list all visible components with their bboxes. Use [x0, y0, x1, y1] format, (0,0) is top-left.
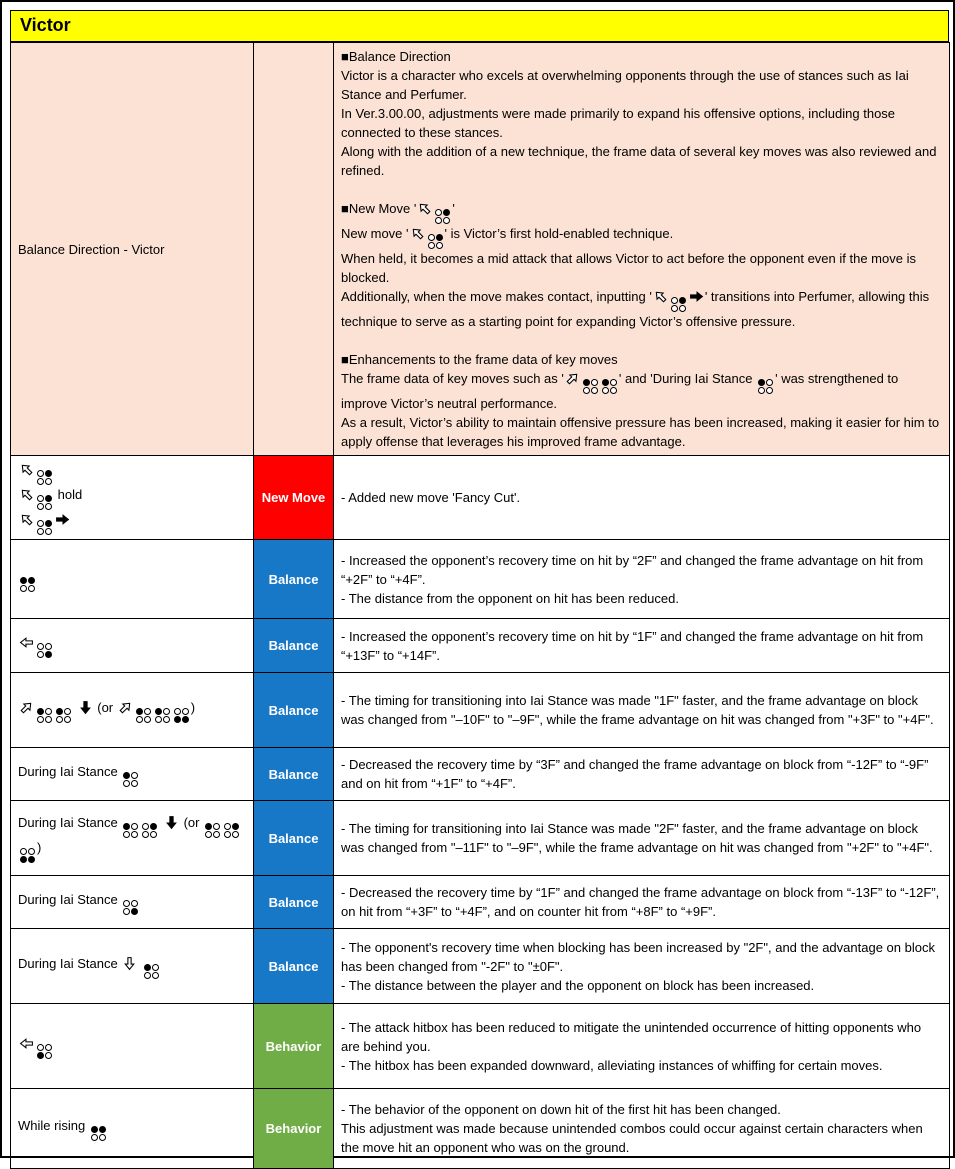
button-cluster-icon: [155, 708, 170, 723]
button-cluster-icon: [37, 495, 52, 510]
button-cluster-icon: [583, 379, 598, 394]
button-cluster-icon: [123, 772, 138, 787]
balance-direction-text-cell: ■Balance Direction Victor is a character who excels at overwhelming opponents through the use of stances such as Iai Stance and Perfumer. In Ver.3.00.00, adjustments were made primarily to expand his offensive options, including those connected to these stances. Along with the addition of a new technique, the frame data of several key moves was also reviewed and refined. ■New Move ' ' New move ' ' is Victor’s first hold-enabled technique. When held, it becomes a mid attack that allows Victor to act before the opponent even if the move is blocked. Additionally, when the move makes contact, inputting ' ' transitions into Perfumer, allowing this technique to serve as a starting point for expanding Victor’s offensive pressure. ■Enhancements to the frame data of key moves The frame data of key moves such as ' ' and 'During Iai Stance ' was strengthened to improve Victor’s neutral performance. As a result, Victor’s ability to maintain offensive pressure has been increased, making it easier for him to apply offense that leverages his improved frame advantage.: [334, 43, 950, 456]
change-description-cell: - The attack hitbox has been reduced to mitigate the unintended occurrence of hitting opponents who are behind you. - The hitbox has been expanded downward, alleviating instances of whiffing for certain moves.: [334, 1004, 950, 1089]
table-row: [11, 929, 950, 1004]
arrow-down-icon: [122, 956, 137, 971]
button-cluster-icon: [123, 823, 138, 838]
move-input-cell: hold: [11, 456, 254, 540]
table-row: [11, 619, 950, 673]
button-cluster-icon: [20, 577, 35, 592]
arrow-right-filled-icon: [55, 512, 70, 527]
table-row: [11, 43, 950, 456]
button-cluster-icon: [144, 964, 159, 979]
button-cluster-icon: [56, 708, 71, 723]
move-input-cell: [11, 619, 254, 673]
category-badge: Balance: [254, 801, 334, 876]
button-cluster-icon: [174, 708, 189, 723]
button-cluster-icon: [37, 643, 52, 658]
table-row: [11, 801, 950, 876]
button-cluster-icon: [671, 297, 686, 312]
button-cluster-icon: [91, 1126, 106, 1141]
change-description-cell: - Increased the opponent’s recovery time on hit by “2F” and changed the frame advantage on hit from “+2F” to “+4F”. - The distance from the opponent on hit has been reduced.: [334, 540, 950, 619]
change-description-cell: - Decreased the recovery time by “1F” and changed the frame advantage on block from “-13F” to “-12F”, on hit from “+3F” to “+4F”, and on counter hit from “+8F” to “+9F”.: [334, 876, 950, 929]
patch-notes-table: [10, 42, 950, 1169]
button-cluster-icon: [20, 848, 35, 863]
change-description-cell: - The opponent's recovery time when blocking has been increased by "2F", and the advantage on block has been changed from "-2F" to "±0F". - The distance between the player and the opponent on block has been increased.: [334, 929, 950, 1004]
button-cluster-icon: [224, 823, 239, 838]
change-description-cell: - Decreased the recovery time by “3F” and changed the frame advantage on block from “-12F” to “-9F” and on hit from “+1F” to “+4F”.: [334, 748, 950, 801]
table-row: [11, 1089, 950, 1169]
arrow-up-left-icon: [417, 201, 432, 216]
arrow-up-left-icon: [19, 512, 34, 527]
move-input-cell: (or ): [11, 673, 254, 748]
arrow-right-filled-icon: [689, 289, 704, 304]
button-cluster-icon: [37, 520, 52, 535]
button-cluster-icon: [602, 379, 617, 394]
button-cluster-icon: [123, 900, 138, 915]
table-row: [11, 876, 950, 929]
button-cluster-icon: [37, 708, 52, 723]
button-cluster-icon: [136, 708, 151, 723]
table-row: [11, 673, 950, 748]
button-cluster-icon: [428, 234, 443, 249]
category-badge: Behavior: [254, 1089, 334, 1169]
category-badge: Balance: [254, 748, 334, 801]
change-description-cell: - The timing for transitioning into Iai Stance was made "1F" faster, and the frame advantage on block was changed from "–10F" to "–9F", while the frame advantage on hit was changed from "+3F" to "+4F".: [334, 673, 950, 748]
change-description-cell: - Increased the opponent’s recovery time on hit by “1F” and changed the frame advantage on hit from “+13F” to “+14F”.: [334, 619, 950, 673]
category-badge: [254, 43, 334, 456]
arrow-up-left-icon: [19, 462, 34, 477]
button-cluster-icon: [758, 379, 773, 394]
move-input-cell: [11, 540, 254, 619]
change-description-cell: - The behavior of the opponent on down hit of the first hit has been changed. This adjustment was made because unintended combos could occur against certain characters when the move hit an opponent who was on the ground.: [334, 1089, 950, 1169]
category-badge: Behavior: [254, 1004, 334, 1089]
category-badge: Balance: [254, 673, 334, 748]
change-description-cell: - Added new move 'Fancy Cut'.: [334, 456, 950, 540]
arrow-up-left-icon: [653, 289, 668, 304]
button-cluster-icon: [37, 470, 52, 485]
move-input-cell: During Iai Stance: [11, 929, 254, 1004]
move-input-cell: During Iai Stance: [11, 876, 254, 929]
arrow-left-icon: [19, 635, 34, 650]
move-input-cell: During Iai Stance (or ): [11, 801, 254, 876]
button-cluster-icon: [142, 823, 157, 838]
category-badge: Balance: [254, 929, 334, 1004]
button-cluster-icon: [205, 823, 220, 838]
category-badge: New Move: [254, 456, 334, 540]
arrow-left-icon: [19, 1036, 34, 1051]
table-row: [11, 540, 950, 619]
category-badge: Balance: [254, 540, 334, 619]
button-cluster-icon: [435, 209, 450, 224]
arrow-up-left-icon: [410, 226, 425, 241]
page-title: Victor: [10, 10, 949, 42]
button-cluster-icon: [37, 1044, 52, 1059]
move-input-cell: [11, 1004, 254, 1089]
table-row: [11, 1004, 950, 1089]
table-row: [11, 748, 950, 801]
arrow-up-right-icon: [565, 371, 580, 386]
balance-direction-label-cell: Balance Direction - Victor: [11, 43, 254, 456]
arrow-up-right-icon: [19, 700, 34, 715]
table-row: [11, 456, 950, 540]
arrow-down-filled-icon: [78, 700, 93, 715]
arrow-up-left-icon: [19, 487, 34, 502]
move-input-cell: While rising: [11, 1089, 254, 1169]
arrow-down-filled-icon: [164, 815, 179, 830]
move-input-cell: During Iai Stance: [11, 748, 254, 801]
category-badge: Balance: [254, 876, 334, 929]
arrow-up-right-icon: [118, 700, 133, 715]
change-description-cell: - The timing for transitioning into Iai Stance was made "2F" faster, and the frame advantage on block was changed from "–11F" to "–9F", while the frame advantage on hit was changed from "+2F" to "+4F".: [334, 801, 950, 876]
category-badge: Balance: [254, 619, 334, 673]
